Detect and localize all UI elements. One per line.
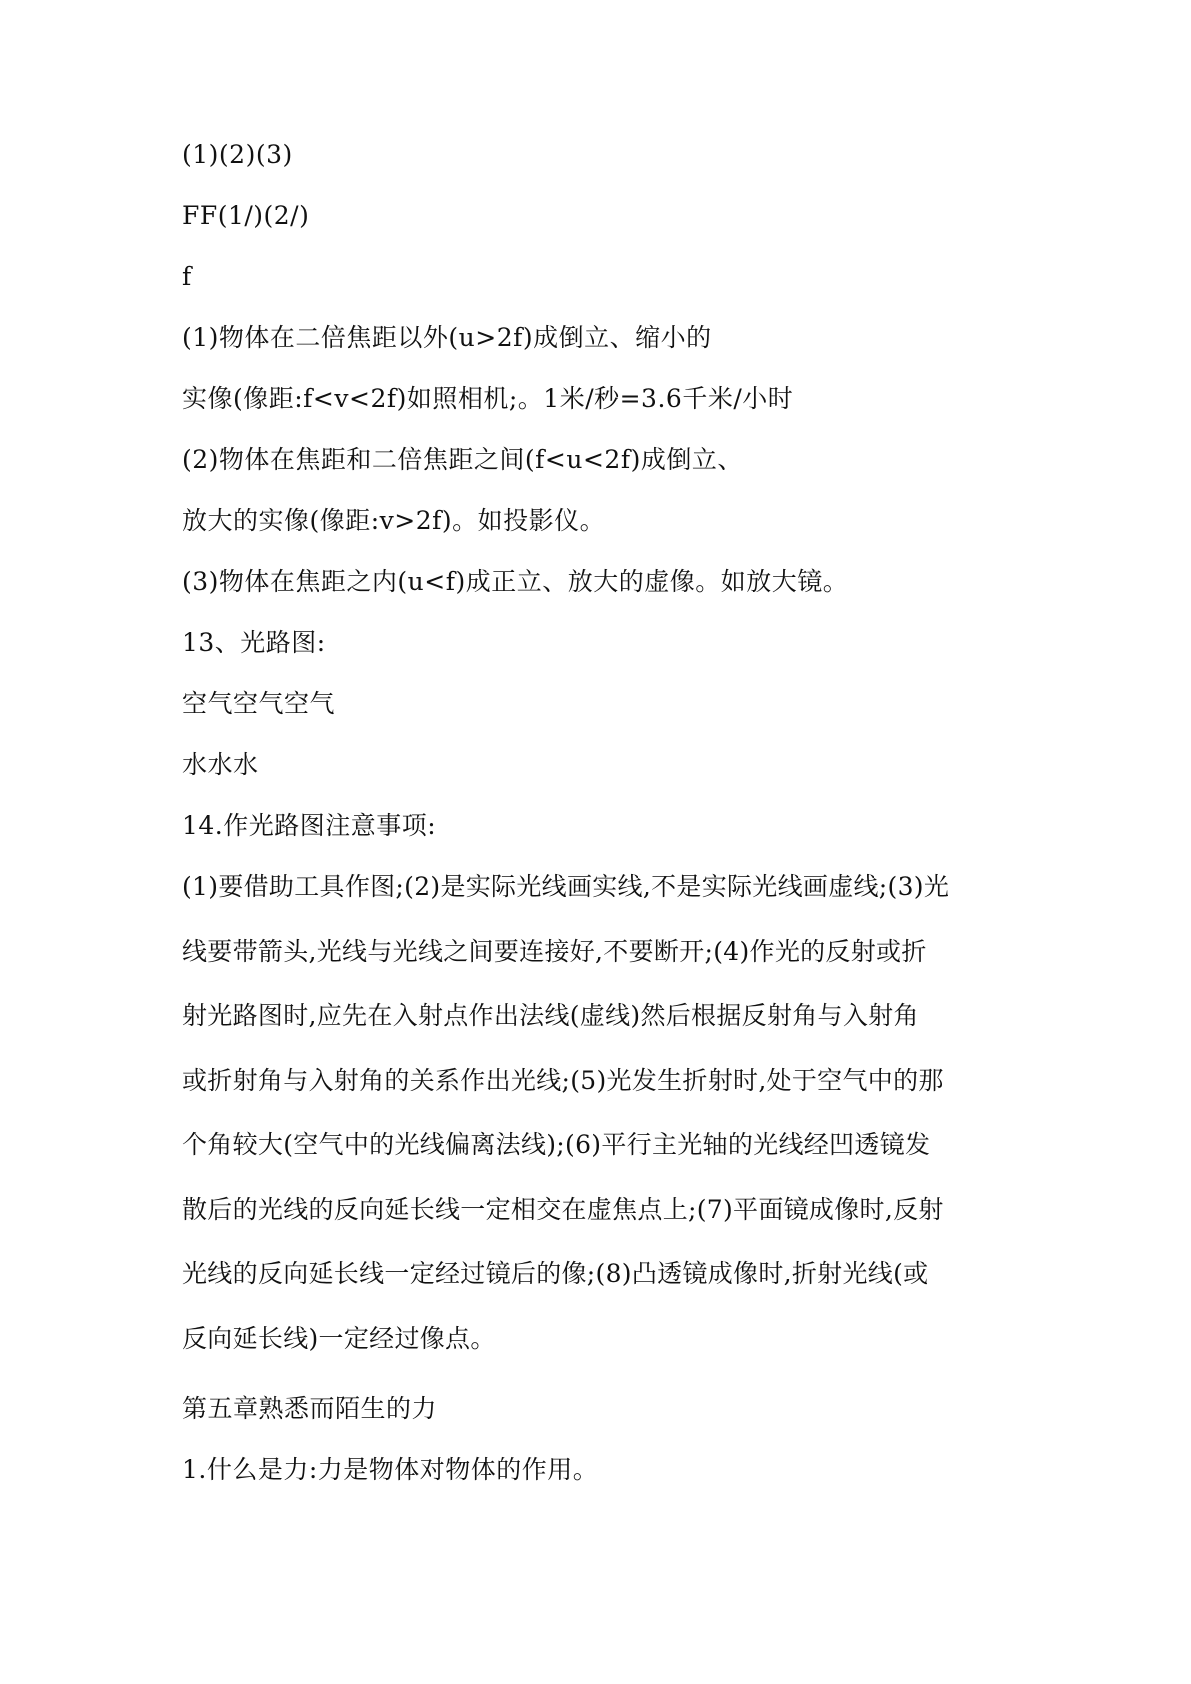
lens-rule-1-line-1: (1)物体在二倍焦距以外(u>2f)成倒立、缩小的	[182, 323, 712, 352]
notes-line: 个角较大(空气中的光线偏离法线);(6)平行主光轴的光线经凹透镜发	[182, 1130, 931, 1159]
notes-line: 或折射角与入射角的关系作出光线;(5)光发生折射时,处于空气中的那	[182, 1065, 944, 1095]
notes-line: 光线的反向延长线一定经过镜后的像;(8)凸透镜成像时,折射光线(或	[182, 1259, 929, 1288]
lens-rule-3: (3)物体在焦距之内(u<f)成正立、放大的虚像。如放大镜。	[182, 567, 849, 596]
figure-labels-focus: FF(1/)(2/)	[182, 201, 310, 230]
notes-line: 散后的光线的反向延长线一定相交在虚焦点上;(7)平面镜成像时,反射	[182, 1194, 944, 1224]
diagram-label-air: 空气空气空气	[182, 689, 336, 718]
figure-label-f: f	[182, 262, 192, 291]
section-13-heading: 13、光路图:	[182, 628, 326, 657]
chapter-title: 第五章熟悉而陌生的力	[182, 1394, 438, 1423]
light-path-notes-paragraph	[182, 870, 1012, 1386]
lens-rule-2-line-2: 放大的实像(像距:v>2f)。如投影仪。	[182, 506, 606, 535]
section-14-heading: 14.作光路图注意事项:	[182, 811, 437, 840]
notes-line: (1)要借助工具作图;(2)是实际光线画实线,不是实际光线画虚线;(3)光	[182, 872, 950, 901]
notes-line: 线要带箭头,光线与光线之间要连接好,不要断开;(4)作光的反射或折	[182, 936, 927, 966]
lens-rule-1-line-2: 实像(像距:f<v<2f)如照相机;。1米/秒=3.6千米/小时	[182, 384, 794, 413]
diagram-label-water: 水水水	[182, 750, 259, 779]
notes-line: 反向延长线)一定经过像点。	[182, 1323, 496, 1353]
notes-line: 射光路图时,应先在入射点作出法线(虚线)然后根据反射角与入射角	[182, 1001, 919, 1030]
lens-rule-2-line-1: (2)物体在焦距和二倍焦距之间(f<u<2f)成倒立、	[182, 445, 743, 474]
force-definition: 1.什么是力:力是物体对物体的作用。	[182, 1455, 599, 1484]
figure-labels-numbers: (1)(2)(3)	[182, 140, 293, 169]
